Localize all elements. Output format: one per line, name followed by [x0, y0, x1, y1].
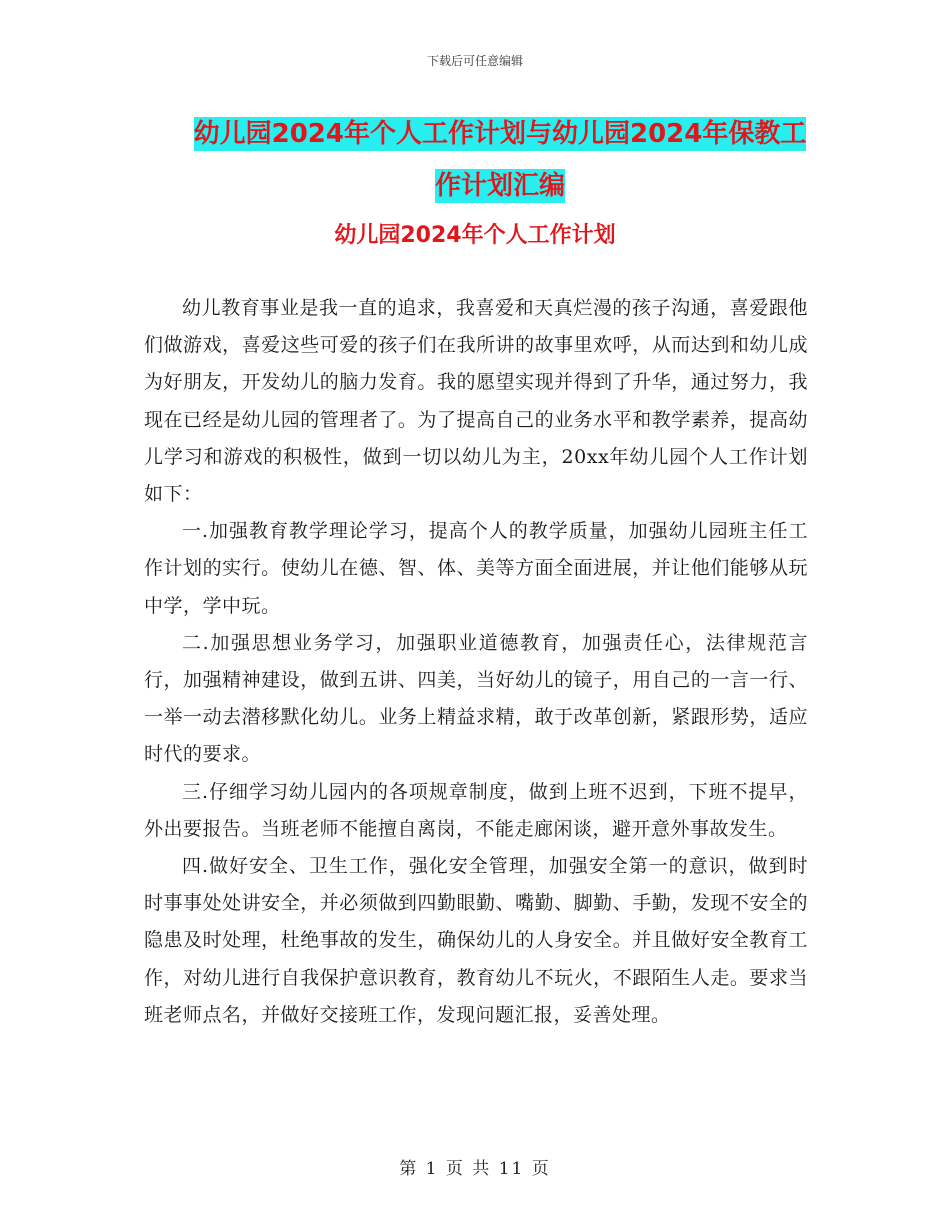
paragraph-item-3: 三.仔细学习幼儿园内的各项规章制度，做到上班不迟到，下班不提早，外出要报告。当班老师不能擅自离岗，不能走廊闲谈，避开意外事故发生。 [144, 780, 808, 840]
document-title [190, 108, 810, 212]
header-note: 下载后可任意编辑 [426, 54, 523, 68]
page-number-footer: 第 1 页 共 11 页 [399, 1159, 551, 1179]
paragraph-item-2: 二.加强思想业务学习，加强职业道德教育，加强责任心，法律规范言行，加强精神建设，做到五讲、四美，当好幼儿的镜子，用自己的一言一行、一举一动去潜移默化幼儿。业务上精益求精，敢于改革创新，紧跟形势，适应时代的要求。 [144, 631, 808, 766]
paragraph-item-4: 四.做好安全、卫生工作，强化安全管理，加强安全第一的意识，做到时时事事处处讲安全，并必须做到四勤眼勤、嘴勤、脚勤、手勤，发现不安全的隐患及时处理，杜绝事故的发生，确保幼儿的人身安全。并且做好安全教育工作，对幼儿进行自我保护意识教育，教育幼儿不玩火，不跟陌生人走。要求当班老师点名，并做好交接班工作，发现问题汇报，妥善处理。 [144, 855, 808, 1026]
document-body [144, 290, 808, 1034]
section-title: 幼儿园2024年个人工作计划 [334, 223, 616, 248]
paragraph-intro: 幼儿教育事业是我一直的追求，我喜爱和天真烂漫的孩子沟通，喜爱跟他们做游戏，喜爱这些可爱的孩子们在我所讲的故事里欢呼，从而达到和幼儿成为好朋友，开发幼儿的脑力发育。我的愿望实现并得到了升华，通过努力，我现在已经是幼儿园的管理者了。为了提高自己的业务水平和教学素养，提高幼儿学习和游戏的积极性，做到一切以幼儿为主，20xx年幼儿园个人工作计划如下： [144, 297, 808, 506]
document-title-text: 幼儿园2024年个人工作计划与幼儿园2024年保教工作计划汇编 [193, 119, 807, 201]
paragraph-item-1: 一.加强教育教学理论学习，提高个人的教学质量，加强幼儿园班主任工作计划的实行。使幼儿在德、智、体、美等方面全面进展，并让他们能够从玩中学，学中玩。 [144, 520, 808, 617]
